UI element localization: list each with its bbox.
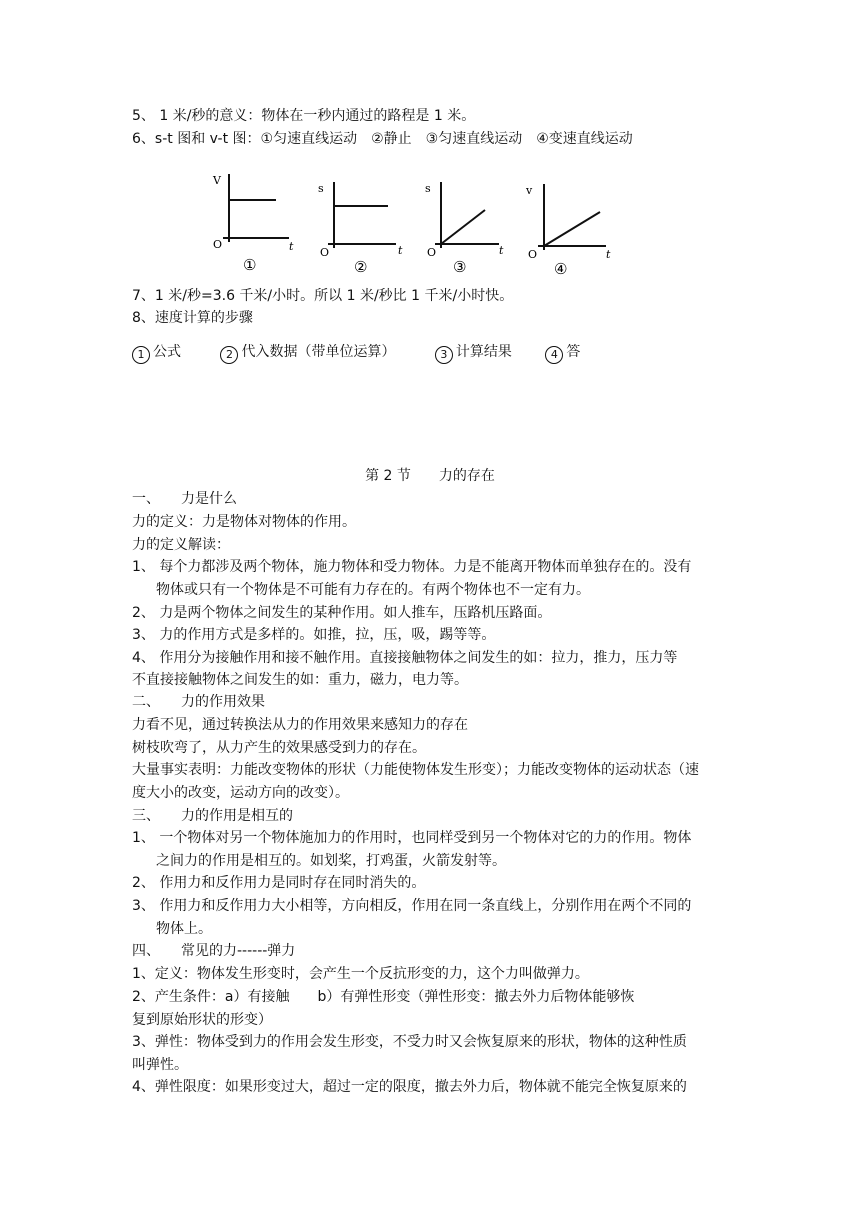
body-line: 大量事实表明：力能改变物体的形状（力能使物体发生形变）；力能改变物体的运动状态（速 [132, 762, 699, 778]
graph-2-origin: O [320, 246, 330, 259]
step-number: 4 [545, 346, 563, 364]
body-line: 力的定义解读： [132, 537, 230, 553]
body-line: 三、 力的作用是相互的 [132, 808, 293, 824]
body-line: 1、 一个物体对另一个物体施加力的作用时，也同样受到另一个物体对它的力的作用。物体 [132, 830, 692, 846]
step-number: 2 [220, 346, 238, 364]
step-text: 公式 [153, 344, 181, 360]
graph-4-y-label: v [526, 184, 533, 197]
body-line: 4、 作用分为接触作用和接不触作用。直接接触物体之间发生的如：拉力，推力，压力等 [132, 650, 678, 666]
body-line: 力的定义：力是物体对物体的作用。 [132, 514, 356, 530]
step-4 [545, 342, 580, 364]
line-7: 7、1 米/秒=3.6 千米/小时。所以 1 米/秒比 1 千米/小时快。 [132, 288, 514, 304]
body-line: 2、 力是两个物体之间发生的某种作用。如人推车，压路机压路面。 [132, 605, 552, 621]
step-text: 计算结果 [455, 344, 512, 360]
graph-3-origin: O [427, 246, 437, 259]
step-number: 3 [435, 346, 453, 364]
motion-graphs-figure [201, 170, 618, 284]
body-line: 一、 力是什么 [132, 491, 237, 507]
line-6: 6、s-t 图和 v-t 图：①匀速直线运动 ②静止 ③匀速直线运动 ④变速直线运动 [132, 131, 633, 147]
graph-4-origin: O [528, 248, 538, 261]
graph-4-x-label: t [606, 248, 611, 261]
graph-1-y-label: V [213, 174, 221, 187]
graph-1-x-label: t [289, 240, 294, 253]
body-line: 物体或只有一个物体是不可能有力存在的。有两个物体也不一定有力。 [156, 582, 590, 598]
graph-2-number: ② [354, 258, 368, 276]
graph-3 [425, 182, 504, 276]
body-line: 之间力的作用是相互的。如划桨，打鸡蛋，火箭发射等。 [156, 853, 506, 869]
step-1 [132, 342, 216, 364]
body-line: 物体上。 [156, 921, 212, 937]
graph-2-y-label: s [318, 182, 324, 195]
graph-1 [212, 174, 294, 274]
step-number: 1 [132, 346, 150, 364]
body-line: 不直接接触物体之间发生的如：重力，磁力，电力等。 [132, 672, 468, 688]
step-2 [220, 342, 430, 364]
step-3 [435, 342, 541, 364]
graph-3-number: ③ [453, 258, 467, 276]
body-line: 4、弹性限度：如果形变过大，超过一定的限度，撤去外力后，物体就不能完全恢复原来的 [132, 1079, 687, 1095]
graph-4-number: ④ [554, 260, 568, 278]
body-line: 复到原始形状的形变） [132, 1012, 272, 1028]
step-text: 代入数据（带单位运算） [241, 344, 396, 360]
graph-2-x-label: t [398, 244, 403, 257]
body-line: 叫弹性。 [132, 1057, 188, 1073]
body-line: 3、 力的作用方式是多样的。如推，拉，压，吸，踢等等。 [132, 627, 496, 643]
body-line: 3、 作用力和反作用力大小相等，方向相反，作用在同一条直线上，分别作用在两个不同的 [132, 898, 692, 914]
body-line: 3、弹性：物体受到力的作用会发生形变，不受力时又会恢复原来的形状，物体的这种性质 [132, 1034, 687, 1050]
graph-4 [525, 184, 611, 278]
graph-2 [318, 182, 403, 276]
body-line: 2、产生条件：a）有接触 b）有弹性形变（弹性形变：撤去外力后物体能够恢 [132, 989, 635, 1005]
body-line: 1、定义：物体发生形变时，会产生一个反抗形变的力，这个力叫做弹力。 [132, 966, 589, 982]
body-line: 二、 力的作用效果 [132, 694, 265, 710]
graph-1-origin: O [213, 238, 223, 251]
body-line: 四、 常见的力------弹力 [132, 943, 296, 959]
section-title: 第 2 节 力的存在 [365, 468, 495, 484]
line-5: 5、 1 米/秒的意义：物体在一秒内通过的路程是 1 米。 [132, 108, 476, 124]
graph-3-x-label: t [499, 244, 504, 257]
body-line: 树枝吹弯了，从力产生的效果感受到力的存在。 [132, 740, 426, 756]
step-text: 答 [566, 344, 581, 360]
body-line: 力看不见，通过转换法从力的作用效果来感知力的存在 [132, 717, 468, 733]
body-line: 2、 作用力和反作用力是同时存在同时消失的。 [132, 875, 426, 891]
graph-1-number: ① [243, 256, 257, 274]
graph-3-y-label: s [425, 182, 431, 195]
body-line: 度大小的改变，运动方向的改变）。 [132, 785, 349, 801]
body-line: 1、 每个力都涉及两个物体，施力物体和受力物体。力是不能离开物体而单独存在的。没有 [132, 559, 692, 575]
line-8: 8、速度计算的步骤 [132, 310, 253, 326]
calculation-steps [132, 342, 580, 364]
